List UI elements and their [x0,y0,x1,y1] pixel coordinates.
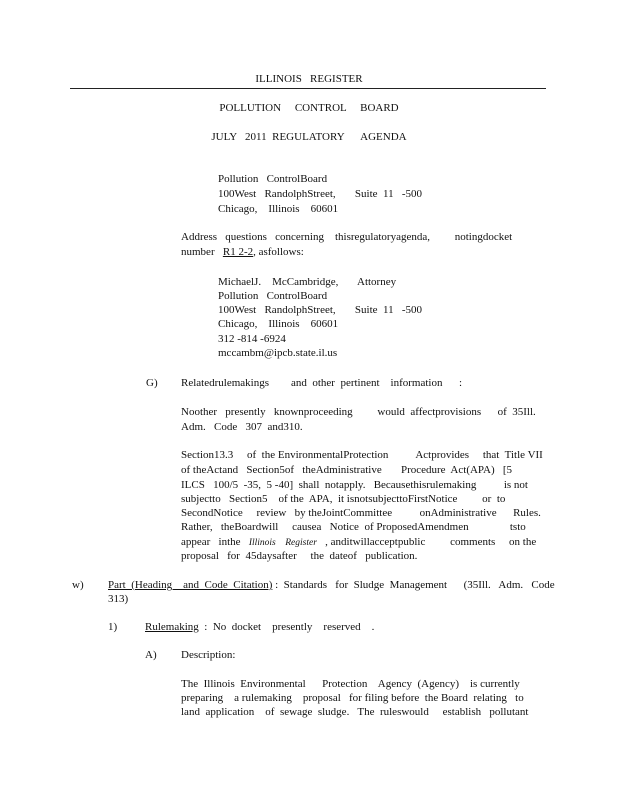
contact-line: MichaelJ. McCambridge, Attorney [218,276,397,288]
header-rule [70,88,546,89]
part-heading-rest: : Standards for Sludge Management (35Ill. Adm. Code [272,579,555,591]
section-g-heading: Relatedrulemakings and other pertinent information : [181,377,463,389]
docket-number-link[interactable]: R1 2-2 [222,246,254,258]
item-1-label: 1) [108,621,118,633]
address-line: 100West RandolphStreet, Suite 11 -500 [218,188,423,200]
board-heading: POLLUTION CONTROL BOARD [219,102,399,114]
rulemaking-rest: : No docket presently reserved . [198,621,375,633]
paragraph-line: land application of sewage sludge. The ruleswould establish pollutant [181,706,529,718]
paragraph-line: SecondNotice review by theJointCommittee onAdministrative Rules. [181,507,541,519]
paragraph-line: subjectto Section5 of the APA, it isnotsubjecttoFirstNotice or to [181,493,506,505]
questions-prefix: number [181,246,223,258]
line-prefix: appear inthe [181,536,249,548]
paragraph-line: The Illinois Environmental Protection Agency (Agency) is currently [181,678,520,690]
section-w-heading-cont: 313) [108,593,129,605]
line-suffix: , anditwillacceptpublic comments on the [316,536,537,548]
section-w-label: w) [72,579,84,591]
paragraph-line: Adm. Code 307 and310. [181,421,303,433]
questions-line [181,245,304,260]
contact-line: 100West RandolphStreet, Suite 11 -500 [218,304,423,316]
register-heading: ILLINOIS REGISTER [255,73,363,85]
description-heading: Description: [181,649,236,661]
contact-line: Chicago, Illinois 60601 [218,318,339,330]
address-line: Chicago, Illinois 60601 [218,203,339,215]
illinois-register-title: Illinois Register [248,538,317,548]
paragraph-line: of theActand Section5of theAdministrative Procedure Act(APA) [5 [181,464,513,476]
paragraph-line: Rather, theBoardwill causea Notice of ProposedAmendmen tsto [181,521,526,533]
section-g-label: G) [146,377,158,389]
address-line: Pollution ControlBoard [218,173,328,185]
contact-email: mccambm@ipcb.state.il.us [218,347,338,359]
item-1-text [145,620,374,635]
paragraph-line: ILCS 100/5 -35, 5 -40] shall notapply. Becausethisrulemaking is not [181,479,528,491]
paragraph-line: proposal for 45daysafter the dateof publication. [181,550,418,562]
questions-line: Address questions concerning thisregulatoryagenda, notingdocket [181,231,513,243]
agenda-heading: JULY 2011 REGULATORY AGENDA [211,131,407,143]
contact-line: Pollution ControlBoard [218,290,328,302]
questions-suffix: , asfollows: [253,246,304,258]
contact-phone: 312 -814 -6924 [218,333,286,345]
paragraph-line: Section13.3 of the EnvironmentalProtection Actprovides that Title VII [181,449,543,461]
section-w-heading [108,578,555,593]
part-heading-link[interactable]: Part (Heading and Code Citation) [108,579,273,591]
paragraph-line: preparing a rulemaking proposal for filing before the Board relating to [181,692,524,704]
rulemaking-link[interactable]: Rulemaking [145,621,199,633]
item-a-label: A) [145,649,157,661]
paragraph-line: Noother presently knownproceeding would affectprovisions of 35Ill. [181,406,536,418]
